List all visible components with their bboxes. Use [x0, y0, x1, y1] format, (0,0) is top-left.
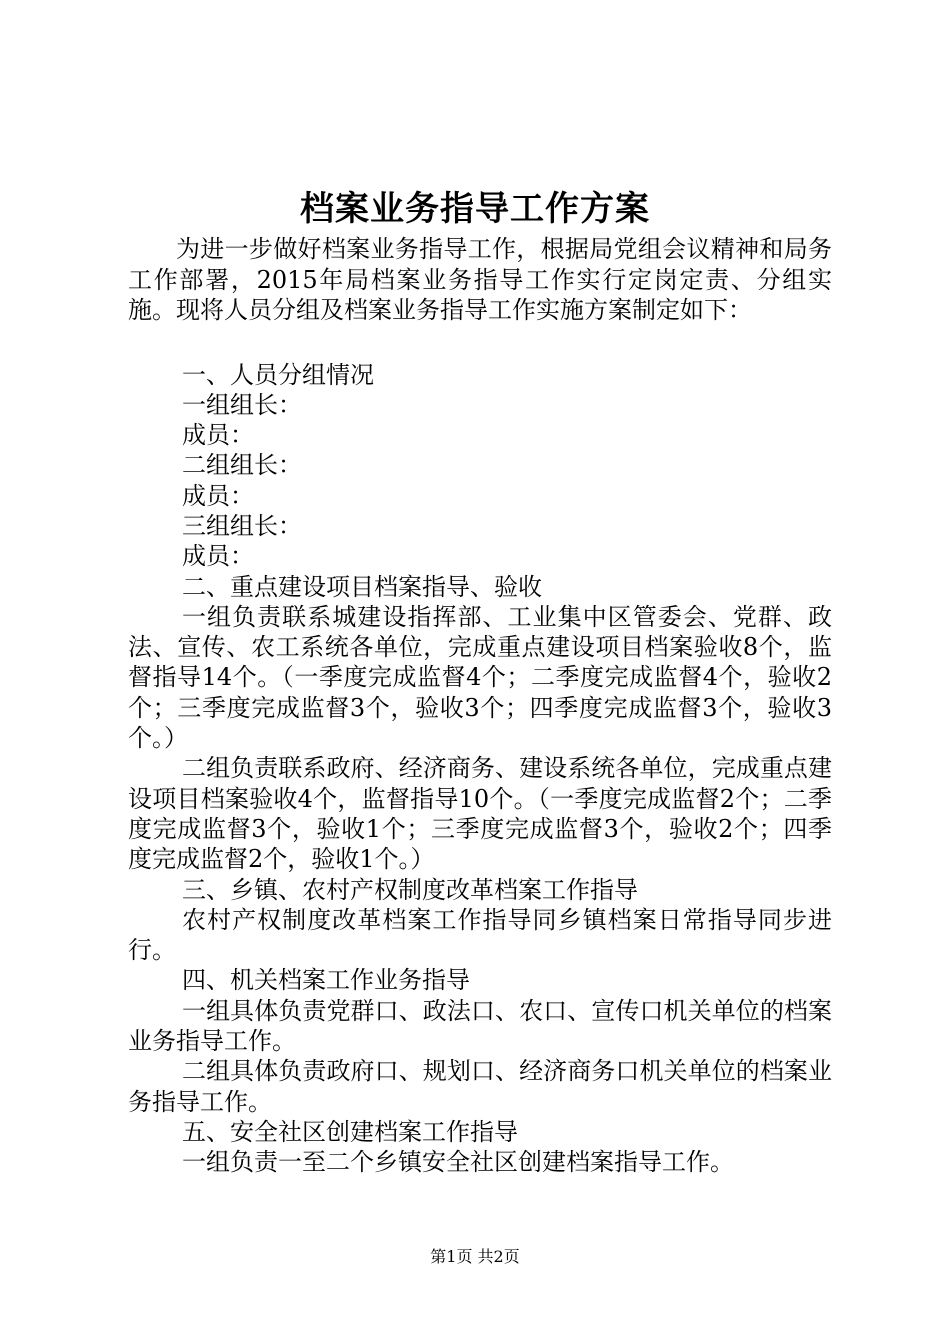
group1-members-line: 成员：	[182, 421, 254, 450]
group3-leader-line: 三组组长：	[182, 511, 302, 540]
section-content	[128, 360, 832, 1178]
intro-paragraph: 为进一步做好档案业务指导工作，根据局党组会议精神和局务工作部署，2015年局档案业务指导工作实行定岗定责、分组实施。现将人员分组及档案业务指导工作实施方案制定如下：	[128, 235, 832, 324]
group2-members-line: 成员：	[182, 481, 254, 510]
group1-leader-line: 一组组长：	[182, 390, 302, 419]
section-heading-3: 三、乡镇、农村产权制度改革档案工作指导	[182, 875, 638, 904]
group2-projects-paragraph: 二组负责联系政府、经济商务、建设系统各单位，完成重点建设项目档案验收4个，监督指导10个。（一季度完成监督2个；二季度完成监督3个，验收1个；三季度完成监督3个，验收2个；四季度完成监督2个，验收1个。）	[128, 754, 832, 874]
group2-leader-line: 二组组长：	[182, 451, 302, 480]
group1-agency-paragraph: 一组具体负责党群口、政法口、农口、宣传口机关单位的档案业务指导工作。	[128, 996, 832, 1056]
section-heading-5: 五、安全社区创建档案工作指导	[182, 1117, 518, 1146]
section-heading-1: 一、人员分组情况	[182, 360, 374, 389]
document-title: 档案业务指导工作方案	[300, 189, 650, 229]
group1-community-paragraph: 一组负责一至二个乡镇安全社区创建档案指导工作。	[182, 1148, 734, 1177]
group2-agency-paragraph: 二组具体负责政府口、规划口、经济商务口机关单位的档案业务指导工作。	[128, 1057, 832, 1116]
document-body	[128, 234, 832, 1178]
page-number-footer: 第1页 共2页	[430, 1247, 520, 1266]
section-heading-4: 四、机关档案工作业务指导	[182, 966, 470, 995]
group1-projects-paragraph: 一组负责联系城建设指挥部、工业集中区管委会、党群、政法、宣传、农工系统各单位，完成重点建设项目档案验收8个，监督指导14个。（一季度完成监督4个；二季度完成监督4个，验收2个；三季度完成监督3个，验收3个；四季度完成监督3个，验收3个。）	[128, 602, 832, 753]
rural-reform-paragraph: 农村产权制度改革档案工作指导同乡镇档案日常指导同步进行。	[128, 905, 832, 965]
section-heading-2: 二、重点建设项目档案指导、验收	[182, 572, 542, 601]
group3-members-line: 成员：	[182, 542, 254, 571]
